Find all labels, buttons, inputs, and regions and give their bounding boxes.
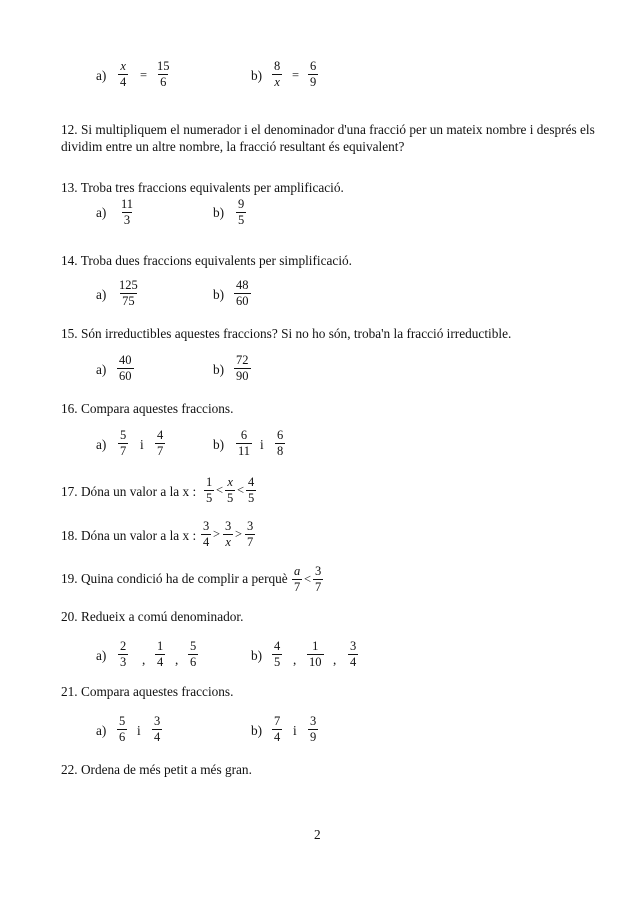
less-than-sign: < — [237, 483, 245, 497]
question-19: 19. Quina condició ha de complir a perquè — [61, 571, 288, 586]
equals-sign: = — [140, 68, 148, 82]
denominator: 9 — [310, 730, 317, 744]
fraction — [155, 429, 165, 458]
numerator: 72 — [236, 353, 249, 367]
question-21: 21. Compara aquestes fraccions. — [61, 684, 234, 699]
numerator: x — [227, 475, 233, 489]
fraction — [246, 476, 256, 505]
denominator: 60 — [119, 369, 132, 383]
fraction — [117, 279, 140, 308]
conjunction: i — [140, 437, 144, 452]
numerator: 125 — [119, 278, 138, 292]
denominator: 7 — [120, 444, 127, 458]
comma: , — [142, 652, 146, 667]
comma: , — [175, 652, 179, 667]
denominator: 60 — [236, 294, 249, 308]
q20-b-label: b) — [251, 648, 263, 663]
numerator: 3 — [350, 639, 357, 653]
question-15: 15. Són irreductibles aquestes fraccions? Si no ho són, troba'n la fracció irreductible. — [61, 326, 512, 341]
fraction — [119, 198, 135, 227]
page-number: 2 — [314, 827, 321, 842]
comma: , — [293, 652, 297, 667]
numerator: 11 — [121, 197, 134, 211]
numerator: 5 — [120, 428, 127, 442]
q13-a-label: a) — [96, 205, 107, 220]
denominator: 4 — [120, 75, 127, 89]
fraction — [292, 565, 302, 594]
numerator: 40 — [119, 353, 132, 367]
fraction — [223, 520, 233, 549]
numerator: x — [120, 59, 126, 73]
fraction — [308, 715, 318, 744]
numerator: 3 — [225, 519, 232, 533]
denominator: 3 — [120, 655, 127, 669]
denominator: x — [274, 75, 280, 89]
fraction — [152, 715, 162, 744]
numerator: 48 — [236, 278, 249, 292]
denominator: 7 — [315, 580, 322, 594]
conjunction: i — [260, 437, 264, 452]
denominator: 10 — [309, 655, 322, 669]
denominator: 8 — [277, 444, 284, 458]
fraction — [245, 520, 255, 549]
greater-than-sign: > — [235, 527, 243, 541]
denominator: 4 — [154, 730, 161, 744]
fraction — [117, 715, 127, 744]
numerator: 15 — [157, 59, 170, 73]
fraction — [307, 640, 324, 669]
question-17: 17. Dóna un valor a la x : — [61, 484, 197, 499]
denominator: 7 — [294, 580, 301, 594]
fraction — [308, 60, 318, 89]
q15-a-label: a) — [96, 362, 107, 377]
numerator: 3 — [310, 714, 317, 728]
conjunction: i — [293, 723, 297, 738]
comma: , — [333, 652, 337, 667]
question-13: 13. Troba tres fraccions equivalents per amplificació. — [61, 180, 344, 195]
fraction — [225, 476, 235, 505]
q14-b-label: b) — [213, 287, 225, 302]
numerator: 6 — [240, 428, 248, 442]
fraction — [348, 640, 358, 669]
fraction — [118, 640, 128, 669]
denominator: 7 — [247, 535, 254, 549]
denominator: 9 — [310, 75, 317, 89]
q16-a-label: a) — [96, 437, 107, 452]
fraction — [204, 476, 214, 505]
q15-b-label: b) — [213, 362, 225, 377]
equals-sign: = — [292, 68, 300, 82]
denominator: 5 — [238, 213, 245, 227]
fraction — [118, 429, 128, 458]
question-14: 14. Troba dues fraccions equivalents per simplificació. — [61, 253, 352, 268]
denominator: 5 — [274, 655, 281, 669]
numerator: 7 — [274, 714, 281, 728]
fraction — [155, 60, 172, 89]
fraction — [272, 60, 282, 89]
numerator: 2 — [120, 639, 127, 653]
denominator: 11 — [238, 444, 251, 458]
denominator: 5 — [248, 491, 255, 505]
denominator: 4 — [274, 730, 281, 744]
denominator: 4 — [203, 535, 210, 549]
q20-a-label: a) — [96, 648, 107, 663]
ex11-a-label: a) — [96, 68, 107, 83]
question-18: 18. Dóna un valor a la x : — [61, 528, 197, 543]
denominator: 4 — [157, 655, 164, 669]
denominator: x — [225, 535, 231, 549]
fraction — [201, 520, 211, 549]
denominator: 5 — [206, 491, 213, 505]
conjunction: i — [137, 723, 141, 738]
fraction — [155, 640, 165, 669]
less-than-sign: < — [216, 483, 224, 497]
denominator: 4 — [350, 655, 357, 669]
denominator: 6 — [160, 75, 167, 89]
fraction — [236, 429, 252, 458]
ex11-b-label: b) — [251, 68, 263, 83]
denominator: 75 — [122, 294, 135, 308]
question-16: 16. Compara aquestes fraccions. — [61, 401, 234, 416]
numerator: 3 — [247, 519, 254, 533]
numerator: 1 — [312, 639, 319, 653]
numerator: 5 — [119, 714, 126, 728]
q16-b-label: b) — [213, 437, 225, 452]
fraction — [118, 60, 128, 89]
fraction — [272, 640, 282, 669]
question-20: 20. Redueix a comú denominador. — [61, 609, 244, 624]
denominator: 90 — [236, 369, 249, 383]
numerator: 4 — [157, 428, 164, 442]
numerator: 8 — [274, 59, 281, 73]
numerator: 3 — [315, 564, 322, 578]
fraction — [188, 640, 198, 669]
denominator: 6 — [119, 730, 126, 744]
question-22: 22. Ordena de més petit a més gran. — [61, 762, 252, 777]
fraction — [313, 565, 323, 594]
greater-than-sign: > — [213, 527, 221, 541]
fraction — [275, 429, 285, 458]
fraction — [236, 198, 246, 227]
q13-b-label: b) — [213, 205, 225, 220]
numerator: 4 — [274, 639, 281, 653]
numerator: 1 — [206, 475, 213, 489]
q21-a-label: a) — [96, 723, 107, 738]
fraction — [234, 354, 251, 383]
question-12: 12. Si multipliquem el numerador i el denominador d'una fracció per un mateix nombre i després els dividim entre un altre nombre, la fracció resultant és equivalent? — [61, 122, 595, 154]
q14-a-label: a) — [96, 287, 107, 302]
numerator: a — [294, 564, 301, 578]
denominator: 5 — [227, 491, 234, 505]
numerator: 9 — [238, 197, 245, 211]
numerator: 1 — [157, 639, 164, 653]
numerator: 6 — [310, 59, 317, 73]
numerator: 4 — [248, 475, 255, 489]
numerator: 6 — [277, 428, 284, 442]
denominator: 3 — [123, 213, 131, 227]
denominator: 7 — [157, 444, 164, 458]
numerator: 3 — [203, 519, 210, 533]
numerator: 5 — [190, 639, 197, 653]
denominator: 6 — [190, 655, 197, 669]
numerator: 3 — [154, 714, 161, 728]
fraction — [117, 354, 134, 383]
fraction — [234, 279, 251, 308]
q21-b-label: b) — [251, 723, 263, 738]
less-than-sign: < — [304, 572, 312, 586]
fraction — [272, 715, 282, 744]
